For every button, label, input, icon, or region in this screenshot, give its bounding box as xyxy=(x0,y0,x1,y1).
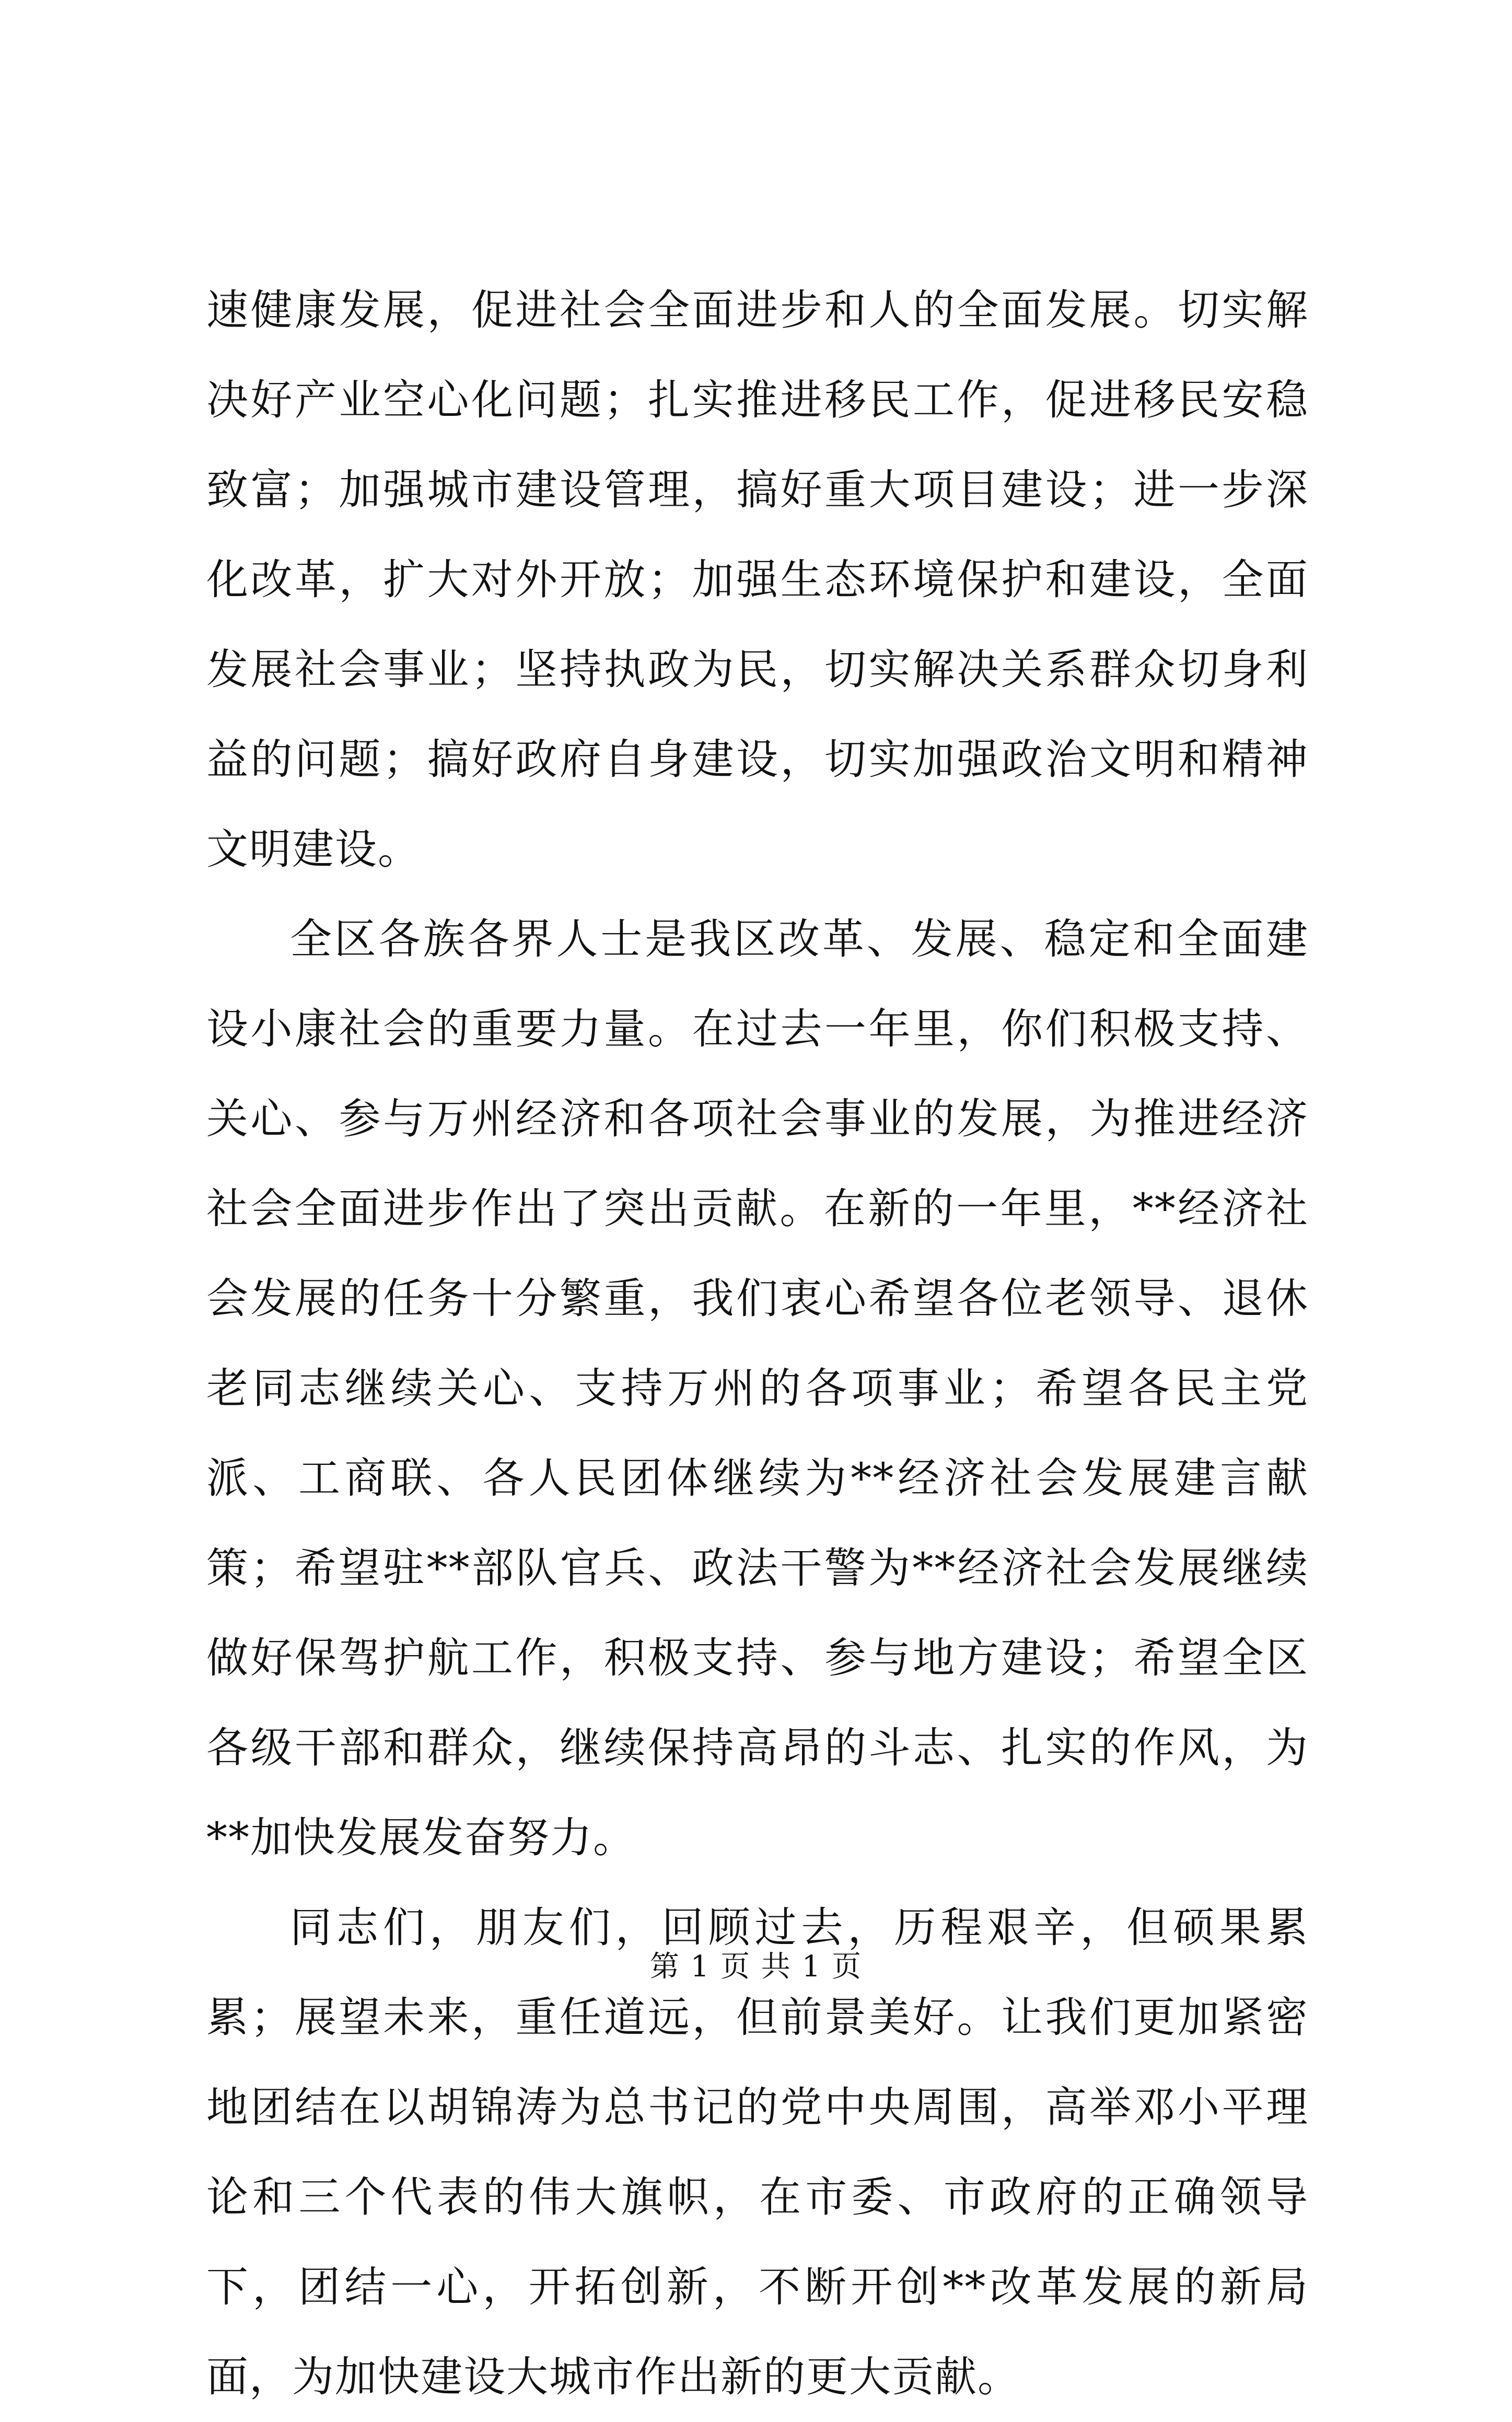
paragraph-2: 全区各族各界人士是我区改革、发展、稳定和全面建设小康社会的重要力量。在过去一年里，你们积极支持、关心、参与万州经济和各项社会事业的发展，为推进经济社会全面进步作出了突出贡献。在新的一年里，**经济社会发展的任务十分繁重，我们衷心希望各位老领导、退休老同志继续关心、支持万州的各项事业；希望各民主党派、工商联、各人民团体继续为**经济社会发展建言献策；希望驻**部队官兵、政法干警为**经济社会发展继续做好保驾护航工作，积极支持、参与地方建设；希望全区各级干部和群众，继续保持高昂的斗志、扎实的作风，为**加快发展发奋努力。 xyxy=(206,915,1309,1862)
paragraph-1: 速健康发展，促进社会全面进步和人的全面发展。切实解决好产业空心化问题；扎实推进移民工作，促进移民安稳致富；加强城市建设管理，搞好重大项目建设；进一步深化改革，扩大对外开放；加强生态环境保护和建设，全面发展社会事业；坚持执政为民，切实解决关系群众切身利益的问题；搞好政府自身建设，切实加强政治文明和精神文明建设。 xyxy=(206,286,1309,874)
document-body xyxy=(206,265,1309,2422)
page-footer: 第 1 页 共 1 页 xyxy=(649,1950,863,1984)
paragraph-3: 同志们，朋友们，回顾过去，历程艰辛，但硕果累累；展望未来，重任道远，但前景美好。让我们更加紧密地团结在以胡锦涛为总书记的党中央周围，高举邓小平理论和三个代表的伟大旗帜，在市委、市政府的正确领导下，团结一心，开拓创新，不断开创**改革发展的新局面，为加快建设大城市作出新的更大贡献。 xyxy=(206,1903,1309,2401)
